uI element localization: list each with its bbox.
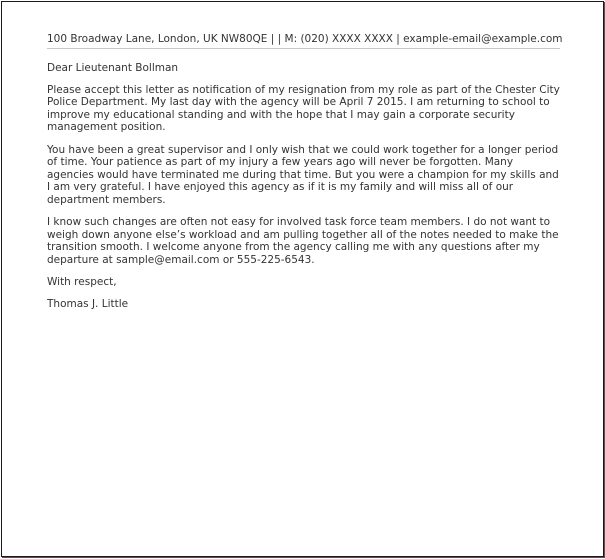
contact-header [47, 33, 563, 45]
paragraph-1: Please accept this letter as notification of my resignation from my role as part of the Chester City Police Department. My last day with the agency will be April 7 2015. I am returning to school to improve my educational standing and with the hope that I may gain a corporate security management position. [47, 83, 560, 133]
sender-email: example-email@example.com [403, 33, 563, 45]
header-divider [47, 48, 560, 49]
letter-page [1, 1, 604, 557]
sender-address: 100 Broadway Lane, London, UK NW80QE [47, 33, 268, 45]
sender-phone: M: (020) XXXX XXXX [284, 33, 393, 45]
header-separator: | | [267, 33, 285, 45]
paragraph-2: You have been a great supervisor and I only wish that we could work together for a longer period of time. Your patience as part of my injury a few years ago will never be forgotten. Many agencies would have terminated me during that time. But you were a champion for my skills and I am very grateful. I have enjoyed this agency as if it is my family and will miss all of our department members. [47, 143, 559, 206]
paragraph-3: I know such changes are often not easy for involved task force team members. I do not want to weigh down anyone else’s workload and am pulling together all of the notes needed to make the transition smooth. I welcome anyone from the agency calling me with any questions after my departure at sample@email.com or 555-225-6543. [47, 216, 559, 266]
letter-body [47, 62, 562, 320]
signature-name: Thomas J. Little [47, 297, 129, 310]
closing: With respect, [47, 276, 117, 288]
header-separator: | [392, 33, 404, 45]
salutation: Dear Lieutenant Bollman [47, 62, 179, 74]
